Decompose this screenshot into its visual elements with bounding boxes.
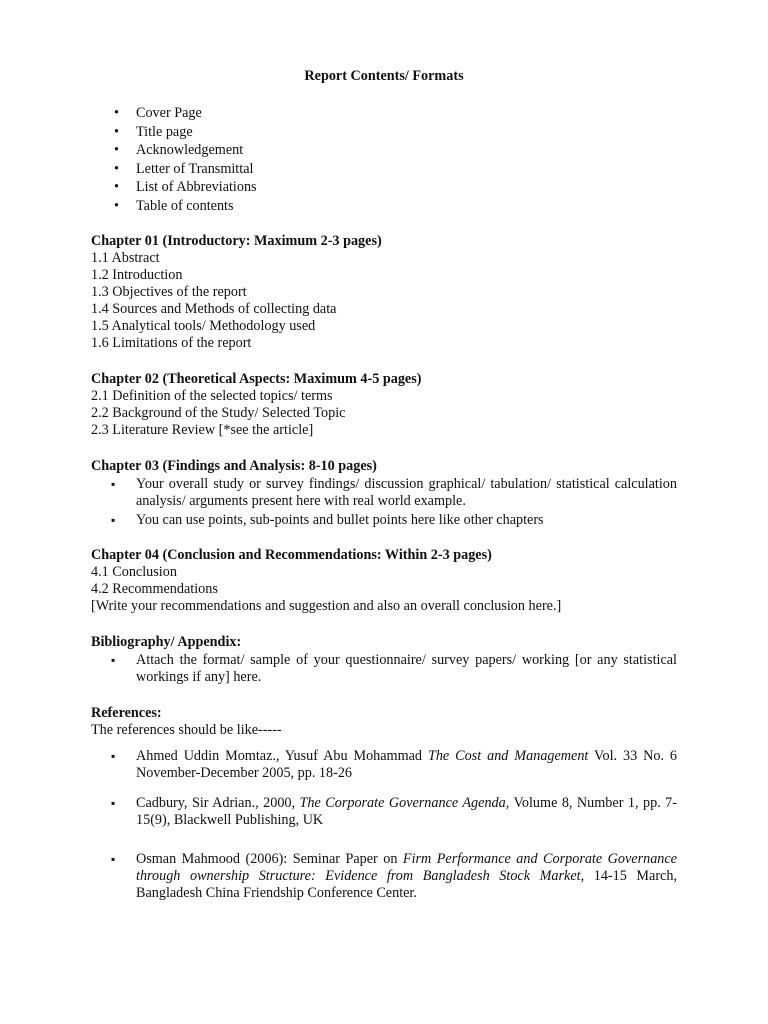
chapter-4-heading: Chapter 04 (Conclusion and Recommendations: Within 2-3 pages) <box>91 547 492 563</box>
chapter-2-heading: Chapter 02 (Theoretical Aspects: Maximum 4-5 pages) <box>91 371 422 387</box>
list-item: • Cover Page <box>136 104 257 123</box>
reference-item: ▪ Osman Mahmood (2006): Seminar Paper on Firm Performance and Corporate Governance through ownership Structure: Evidence from Bangladesh Stock Market, 14-15 March, Bangladesh China Friendship Conference Center. <box>136 851 677 902</box>
front-matter-list <box>136 104 257 216</box>
list-item: ▪ Attach the format/ sample of your questionnaire/ survey papers/ working [or any statistical workings if any] here. <box>91 652 677 686</box>
chapter-3-heading: Chapter 03 (Findings and Analysis: 8-10 pages) <box>91 458 377 474</box>
chapter-2-item: 2.1 Definition of the selected topics/ terms <box>91 388 333 404</box>
bibliography-bullets <box>91 652 677 686</box>
list-item: • List of Abbreviations <box>136 178 257 197</box>
chapter-1-item: 1.1 Abstract <box>91 250 160 266</box>
page-title: Report Contents/ Formats <box>304 68 464 84</box>
bibliography-heading: Bibliography/ Appendix: <box>91 634 242 650</box>
chapter-4-item: 4.2 Recommendations <box>91 581 218 597</box>
reference-item: ▪ Cadbury, Sir Adrian., 2000, The Corporate Governance Agenda, Volume 8, Number 1, pp. 7- 15(9), Blackwell Publishing, UK <box>136 795 677 829</box>
chapter-2-section <box>91 371 677 439</box>
chapter-1-section <box>91 233 677 352</box>
reference-title: The Cost and Management <box>427 748 589 764</box>
reference-title: Firm Performance and Corporate Governance through ownership Structure: Evidence from Bangladesh Stock Market <box>136 851 677 884</box>
chapter-3-bullets <box>91 476 677 529</box>
chapter-2-item: 2.2 Background of the Study/ Selected Topic <box>91 405 346 421</box>
list-item: • Acknowledgement <box>136 141 257 160</box>
bibliography-section <box>91 634 677 688</box>
chapter-2-item: 2.3 Literature Review [*see the article] <box>91 422 314 438</box>
list-item: • Title page <box>136 123 257 142</box>
list-item: • Table of contents <box>136 197 257 216</box>
reference-title: The Corporate Governance Agenda, <box>299 795 510 811</box>
chapter-1-item: 1.5 Analytical tools/ Methodology used <box>91 318 316 334</box>
chapter-1-item: 1.6 Limitations of the report <box>91 335 252 351</box>
chapter-1-heading: Chapter 01 (Introductory: Maximum 2-3 pages) <box>91 233 382 249</box>
reference-item: ▪ Ahmed Uddin Momtaz., Yusuf Abu Mohammad The Cost and Management Vol. 33 No. 6 November-December 2005, pp. 18-26 <box>136 748 677 782</box>
chapter-4-section <box>91 547 677 615</box>
references-section <box>91 705 677 739</box>
chapter-1-item: 1.3 Objectives of the report <box>91 284 247 300</box>
chapter-3-section <box>91 458 677 531</box>
references-heading: References: <box>91 705 162 721</box>
chapter-1-item: 1.4 Sources and Methods of collecting data <box>91 301 337 317</box>
list-item: • Letter of Transmittal <box>136 160 257 179</box>
chapter-1-item: 1.2 Introduction <box>91 267 183 283</box>
list-item: ▪ You can use points, sub-points and bullet points here like other chapters <box>91 512 677 529</box>
references-intro: The references should be like----- <box>91 722 282 738</box>
list-item: ▪ Your overall study or survey findings/ discussion graphical/ tabulation/ statistical calculation analysis/ arguments present here with real world example. <box>91 476 677 510</box>
chapter-4-item: 4.1 Conclusion <box>91 564 177 580</box>
chapter-4-item: [Write your recommendations and suggestion and also an overall conclusion here.] <box>91 598 562 614</box>
